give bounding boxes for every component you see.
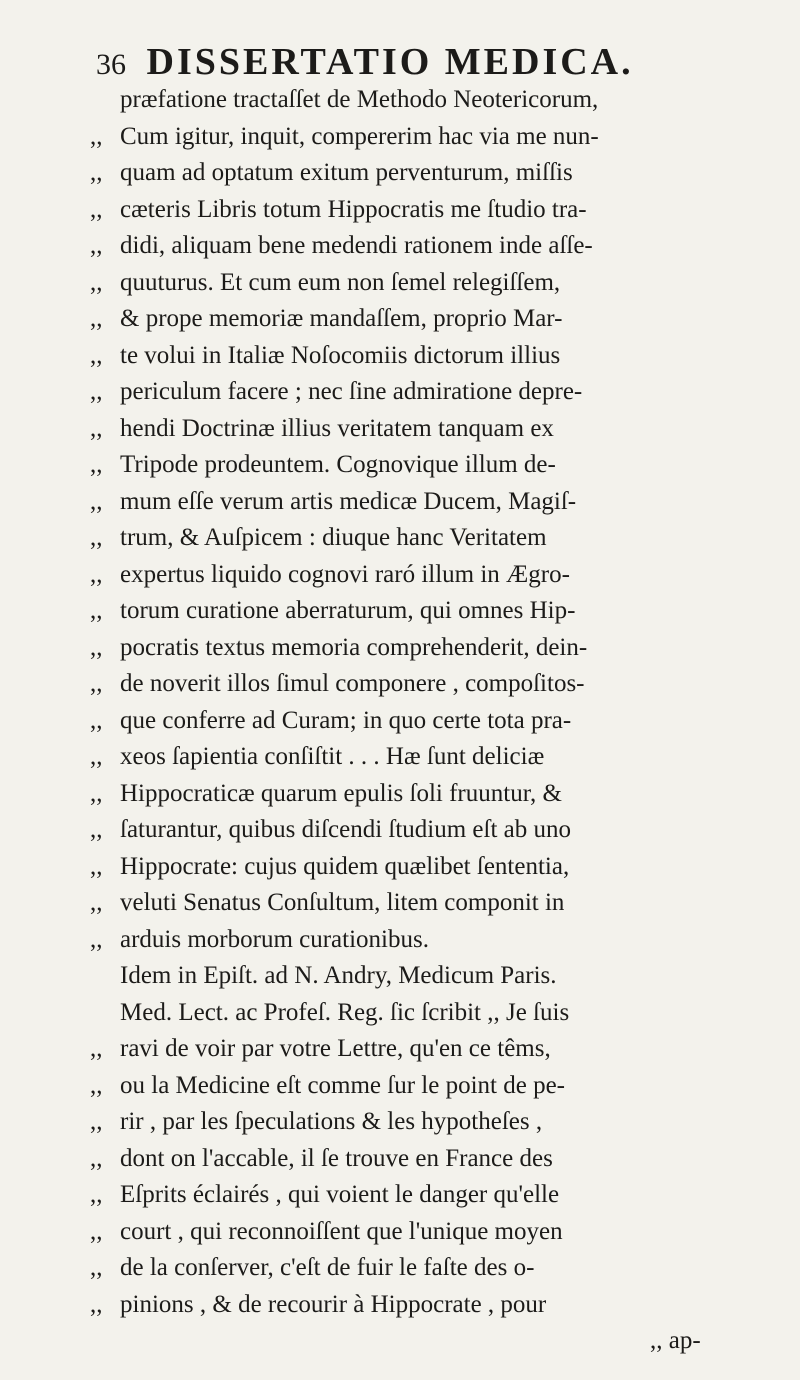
quote-mark: ,, xyxy=(90,852,103,880)
text-line xyxy=(90,301,780,338)
text-line xyxy=(90,885,780,922)
text-line xyxy=(90,520,780,557)
text-line xyxy=(90,228,780,265)
text-line xyxy=(90,265,780,302)
line-text: ravi de voir par votre Lettre, qu'en ce têms, xyxy=(120,1035,551,1062)
text-line xyxy=(90,447,780,484)
line-text: Cum igitur, inquit, compererim hac via me nun- xyxy=(120,122,599,150)
line-text: ou la Medicine eſt comme ſur le point de pe- xyxy=(120,1071,565,1099)
line-text: quuturus. Et cum eum non ſemel relegiſſem, xyxy=(120,268,561,296)
line-text: xeos ſapientia conſiſtit . . . Hæ ſunt deliciæ xyxy=(120,743,545,770)
quote-mark: ,, xyxy=(90,1071,103,1099)
text-line xyxy=(90,995,780,1032)
text-line xyxy=(90,849,780,886)
running-title: DISSERTATIO MEDICA. xyxy=(146,41,634,83)
text-line xyxy=(90,776,780,813)
quote-mark: ,, xyxy=(90,122,103,150)
quote-mark: ,, xyxy=(90,232,103,259)
line-text: & prope memoriæ mandaſſem, proprio Mar- xyxy=(120,305,563,332)
line-text: trum, & Auſpicem : diuque hanc Veritatem xyxy=(120,524,547,551)
quote-mark: ,, xyxy=(90,1108,103,1135)
text-body xyxy=(90,82,780,1360)
line-text: hendi Doctrinæ illius veritatem tanquam ex xyxy=(120,414,554,442)
quote-mark: ,, xyxy=(90,1144,103,1172)
line-text: præfatione tractaſſet de Methodo Neotericorum, xyxy=(120,86,599,113)
line-text: didi, aliquam bene medendi rationem inde aſſe- xyxy=(120,232,593,259)
page-number: 36 xyxy=(96,48,126,81)
text-line xyxy=(90,1250,780,1287)
text-line xyxy=(90,1141,780,1178)
text-line xyxy=(90,557,780,594)
quote-mark: ,, xyxy=(90,706,103,734)
quote-mark: ,, xyxy=(90,560,103,588)
text-line xyxy=(90,1068,780,1105)
line-text: quam ad optatum exitum perventurum, miſſis xyxy=(120,159,573,186)
line-text: de noverit illos ſimul componere , compoſitos- xyxy=(120,670,585,697)
line-text: Hippocrate: cujus quidem quælibet ſententia, xyxy=(120,852,570,880)
quote-mark: ,, xyxy=(90,779,103,807)
quote-mark: ,, xyxy=(90,414,103,442)
line-text: que conferre ad Curam; in quo certe tota pra- xyxy=(120,706,572,734)
quote-mark: ,, xyxy=(90,1217,103,1245)
quote-mark: ,, xyxy=(90,1181,103,1208)
line-text: veluti Senatus Conſultum, litem componit in xyxy=(120,889,565,916)
quote-mark: ,, xyxy=(90,633,103,661)
quote-mark: ,, xyxy=(90,305,103,332)
text-line xyxy=(90,1104,780,1141)
line-text: expertus liquido cognovi raró illum in Ægro- xyxy=(120,560,570,588)
text-line xyxy=(90,703,780,740)
line-text: mum eſſe verum artis medicæ Ducem, Magiſ- xyxy=(120,487,577,515)
text-line xyxy=(90,739,780,776)
text-line xyxy=(90,593,780,630)
quote-mark: ,, xyxy=(90,159,103,186)
quote-mark: ,, xyxy=(90,1290,103,1318)
quote-mark: ,, xyxy=(90,487,103,515)
line-text: Idem in Epiſt. ad N. Andry, Medicum Paris. xyxy=(120,962,557,989)
line-text: Tripode prodeuntem. Cognovique illum de- xyxy=(120,451,556,478)
text-line xyxy=(90,1287,780,1324)
quote-mark: ,, xyxy=(90,451,103,478)
quote-mark: ,, xyxy=(90,195,103,223)
text-line xyxy=(90,192,780,229)
line-text: Hippocraticæ quarum epulis ſoli fruuntur, & xyxy=(120,779,562,807)
line-text: arduis morborum curationibus. xyxy=(120,925,429,953)
text-line xyxy=(90,338,780,375)
text-line xyxy=(90,958,780,995)
quote-mark: ,, xyxy=(90,925,103,953)
quote-mark: ,, xyxy=(90,268,103,296)
quote-mark: ,, xyxy=(90,1035,103,1062)
line-text: court , qui reconnoiſſent que l'unique moyen xyxy=(120,1217,563,1245)
quote-mark: ,, xyxy=(90,1254,103,1281)
line-text: cæteris Libris totum Hippocratis me ſtudio tra- xyxy=(120,195,587,223)
text-line xyxy=(90,411,780,448)
quote-mark: ,, xyxy=(90,597,103,624)
running-header xyxy=(96,40,634,84)
text-line xyxy=(90,119,780,156)
quote-mark: ,, xyxy=(90,743,103,770)
quote-mark: ,, xyxy=(90,341,103,369)
quote-mark: ,, xyxy=(90,670,103,697)
text-line xyxy=(90,922,780,959)
quote-mark: ,, xyxy=(90,524,103,551)
line-text: te volui in Italiæ Noſocomiis dictorum illius xyxy=(120,341,561,369)
text-line xyxy=(90,1031,780,1068)
text-line xyxy=(90,630,780,667)
line-text: rir , par les ſpeculations & les hypotheſes , xyxy=(120,1108,543,1135)
line-text: Eſprits éclairés , qui voient le danger qu'elle xyxy=(120,1181,560,1208)
quote-mark: ,, xyxy=(90,816,103,843)
text-line xyxy=(90,82,780,119)
line-text: torum curatione aberraturum, qui omnes Hip- xyxy=(120,597,576,624)
line-text: Med. Lect. ac Profeſ. Reg. ſic ſcribit ,, Je ſuis xyxy=(120,998,570,1026)
text-line xyxy=(90,374,780,411)
line-text: periculum facere ; nec ſine admiratione depre- xyxy=(120,378,583,405)
line-text: pinions , & de recourir à Hippocrate , pour xyxy=(120,1290,547,1318)
text-line xyxy=(90,155,780,192)
line-text: ſaturantur, quibus diſcendi ſtudium eſt ab uno xyxy=(120,816,572,843)
text-line xyxy=(90,484,780,521)
text-line xyxy=(90,1214,780,1251)
line-text: de la conſerver, c'eſt de fuir le faſte des o- xyxy=(120,1254,535,1281)
line-text: dont on l'accable, il ſe trouve en France des xyxy=(120,1144,553,1172)
catchword: ,, ap- xyxy=(650,1327,701,1354)
line-text: pocratis textus memoria comprehenderit, dein- xyxy=(120,633,588,661)
text-line xyxy=(90,812,780,849)
text-line xyxy=(90,1177,780,1214)
quote-mark: ,, xyxy=(90,378,103,405)
text-line xyxy=(90,666,780,703)
quote-mark: ,, xyxy=(90,889,103,916)
